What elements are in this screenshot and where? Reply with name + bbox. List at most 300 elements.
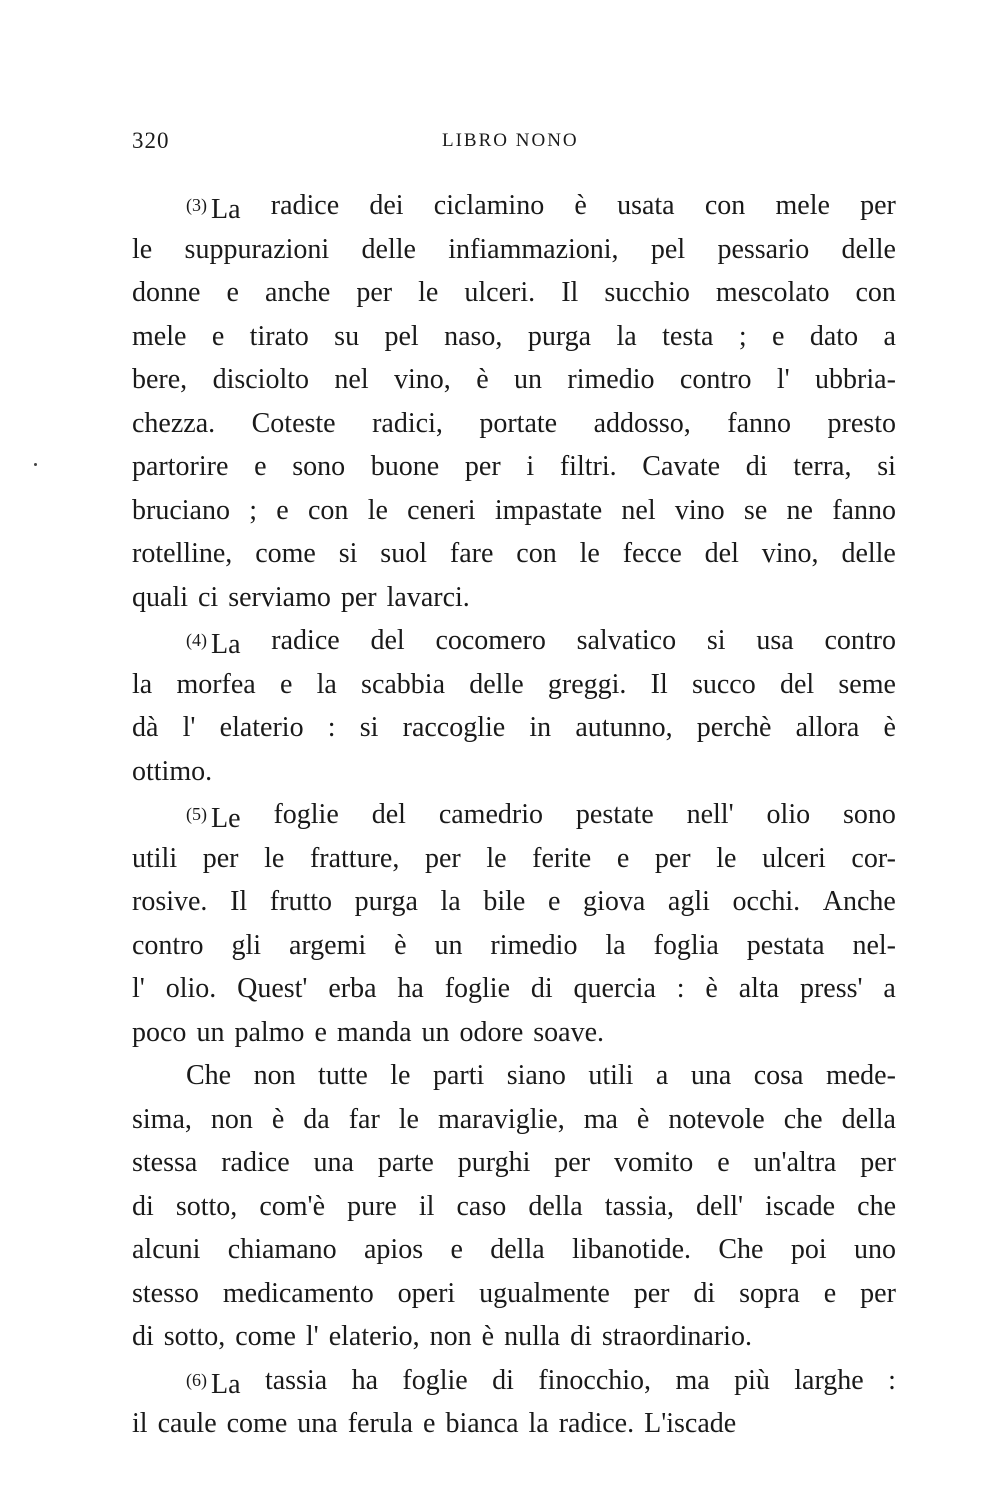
word: larghe xyxy=(794,1364,864,1396)
word: un'altra xyxy=(753,1147,837,1178)
word: e xyxy=(450,1234,463,1265)
text-line xyxy=(132,402,896,446)
word: e xyxy=(254,451,267,482)
word: : xyxy=(327,712,336,743)
text-line xyxy=(132,1098,896,1142)
word: sima, xyxy=(132,1103,192,1135)
word: seme xyxy=(838,668,896,700)
word: usa xyxy=(756,625,794,656)
word: e xyxy=(772,320,785,352)
note-marker: (6) xyxy=(186,1369,207,1390)
text-line xyxy=(132,489,896,533)
word: pestate xyxy=(575,799,654,830)
word: rotelline, xyxy=(132,538,233,569)
word: radice xyxy=(270,190,340,221)
text-line xyxy=(132,576,896,620)
word: le xyxy=(132,233,153,265)
word: della xyxy=(528,1190,583,1222)
word: delle xyxy=(841,233,896,265)
text-line xyxy=(132,1272,896,1316)
word: è xyxy=(394,929,407,961)
word: per xyxy=(356,277,393,308)
word: pel xyxy=(650,233,686,265)
word: $^{(5)}$ Le xyxy=(186,803,241,834)
word: la xyxy=(528,1408,549,1439)
word: se xyxy=(743,494,768,526)
word: e xyxy=(823,1277,837,1309)
word: delle xyxy=(469,668,524,700)
word: manda xyxy=(336,1016,412,1048)
word: portate xyxy=(479,407,558,439)
word: la xyxy=(616,320,637,352)
word: allora xyxy=(795,712,860,743)
word: apios xyxy=(363,1234,424,1265)
word: l' xyxy=(776,364,790,395)
word: agli xyxy=(667,886,710,917)
word: dato xyxy=(809,320,859,352)
word: la xyxy=(132,668,153,700)
word: succhio xyxy=(604,277,690,308)
word: la xyxy=(605,929,626,961)
word: anche xyxy=(264,277,331,308)
word: come xyxy=(235,1321,296,1352)
word: fanno xyxy=(727,407,792,439)
word: dell' xyxy=(696,1190,744,1222)
word: contro xyxy=(679,364,752,395)
word: frutto xyxy=(269,886,333,917)
word: di xyxy=(132,1321,154,1352)
word: è xyxy=(476,364,489,395)
text-line xyxy=(132,793,896,837)
word: cor- xyxy=(851,842,896,874)
word: per xyxy=(554,1147,591,1178)
word: parti xyxy=(432,1060,485,1091)
word: $^{(4)}$ La xyxy=(186,629,241,660)
word: raccoglie xyxy=(402,712,506,743)
word: : xyxy=(888,1364,896,1396)
text-line xyxy=(132,1402,896,1446)
word: della xyxy=(841,1103,896,1135)
word: per xyxy=(654,842,691,874)
word: terra, xyxy=(793,451,852,482)
word: disciolto xyxy=(212,364,310,395)
word: ci xyxy=(198,581,219,613)
word: autunno, xyxy=(575,712,673,743)
word: pessario xyxy=(717,233,810,265)
word: ulceri. xyxy=(464,277,536,308)
word: ubbria- xyxy=(815,364,896,395)
word: contro xyxy=(132,929,204,961)
running-head xyxy=(132,128,896,158)
word: sopra xyxy=(739,1277,800,1309)
word: ferite xyxy=(532,842,592,874)
word: ciclamino xyxy=(433,190,545,221)
note-marker: (4) xyxy=(186,630,207,650)
word: gli xyxy=(231,929,262,961)
word: il xyxy=(132,1408,148,1439)
word: sotto, xyxy=(175,1190,238,1222)
word: del xyxy=(371,799,406,830)
word: chezza. xyxy=(132,407,216,439)
word: una xyxy=(313,1147,354,1178)
text-line xyxy=(132,663,896,707)
text-line xyxy=(132,924,896,968)
word: delle xyxy=(841,538,896,569)
word: con xyxy=(704,190,746,221)
word: Che xyxy=(186,1060,232,1091)
word: l' xyxy=(132,973,145,1004)
word: le xyxy=(418,277,439,308)
word: per xyxy=(340,581,377,613)
word: mede- xyxy=(825,1060,896,1091)
text-line xyxy=(132,184,896,228)
word: giova xyxy=(583,886,646,917)
word: pure xyxy=(347,1190,397,1222)
word: Il xyxy=(230,886,248,917)
word: di xyxy=(570,1321,592,1352)
word: purga xyxy=(354,886,418,917)
word: iscade xyxy=(765,1190,836,1222)
word: non xyxy=(429,1321,472,1352)
word: L'iscade xyxy=(644,1408,737,1439)
word: le xyxy=(716,842,737,874)
word: buone xyxy=(370,451,440,482)
word: e xyxy=(276,494,289,526)
word: lavarci. xyxy=(386,581,470,613)
word: l' xyxy=(182,712,196,743)
word: serviamo xyxy=(228,581,331,613)
word: del xyxy=(704,538,739,569)
word: occhi. xyxy=(732,886,801,917)
text-line xyxy=(132,880,896,924)
word: nell' xyxy=(686,799,734,830)
word: di xyxy=(745,451,768,482)
word: è xyxy=(636,1103,650,1135)
word: nel xyxy=(621,494,656,526)
word: si xyxy=(338,538,358,569)
text-line xyxy=(132,1011,896,1055)
word: si xyxy=(877,451,896,482)
word: ; xyxy=(738,320,747,352)
text-line xyxy=(132,619,896,663)
word: presto xyxy=(827,407,896,439)
word: per xyxy=(464,451,501,482)
word: i xyxy=(526,451,535,482)
word: palmo xyxy=(234,1016,305,1048)
word: mele xyxy=(775,190,830,221)
text-line xyxy=(132,358,896,402)
word: addosso, xyxy=(593,407,691,439)
word: Coteste xyxy=(251,407,336,439)
text-line xyxy=(132,750,896,794)
word: infiammazioni, xyxy=(448,233,619,265)
word: perchè xyxy=(696,712,772,743)
word: poi xyxy=(790,1234,827,1265)
text-line xyxy=(132,1185,896,1229)
paragraph xyxy=(132,619,896,793)
word: Anche xyxy=(822,886,896,917)
word: : xyxy=(676,973,685,1004)
word: notevole xyxy=(668,1103,765,1135)
word: l' xyxy=(305,1321,319,1352)
word: chiamano xyxy=(227,1234,337,1265)
word: fanno xyxy=(832,494,896,526)
word: siano xyxy=(506,1060,566,1091)
text-line xyxy=(132,967,896,1011)
word: tassia xyxy=(264,1364,328,1396)
word: tutte xyxy=(318,1060,368,1091)
word: olio. xyxy=(165,973,217,1004)
word: libanotide. xyxy=(572,1234,692,1265)
word: cocomero xyxy=(435,625,546,656)
word: per xyxy=(860,190,896,221)
text-line xyxy=(132,1141,896,1185)
word: scabbia xyxy=(361,668,446,700)
word: Quest' xyxy=(237,973,308,1004)
word: foglie xyxy=(273,799,339,830)
note-marker: (3) xyxy=(186,195,207,215)
word: del xyxy=(370,625,405,656)
word: foglie xyxy=(444,973,510,1004)
word: ulceri xyxy=(762,842,826,874)
word: poco xyxy=(132,1016,187,1048)
word: le xyxy=(264,842,285,874)
word: com'è xyxy=(259,1190,326,1222)
word: finocchio, xyxy=(538,1364,652,1396)
word: per xyxy=(860,1147,896,1178)
text-line xyxy=(132,1359,896,1403)
word: mele xyxy=(132,320,187,352)
word: vino xyxy=(674,494,725,526)
word: e xyxy=(423,1408,436,1439)
word: le xyxy=(486,842,507,874)
word: con xyxy=(307,494,349,526)
word: per xyxy=(860,1277,896,1309)
word: è xyxy=(271,1103,285,1135)
word: dei xyxy=(369,190,404,221)
word: elaterio, xyxy=(328,1321,420,1352)
word: come xyxy=(226,1408,288,1439)
word: elaterio xyxy=(219,712,304,743)
word: fare xyxy=(449,538,494,569)
word: per xyxy=(424,842,461,874)
word: salvatico xyxy=(576,625,677,656)
word: Che xyxy=(718,1234,764,1265)
word: filtri. xyxy=(559,451,617,482)
word: naso, xyxy=(444,320,503,352)
word: erba xyxy=(328,973,377,1004)
paragraph xyxy=(132,1054,896,1359)
word: utili xyxy=(588,1060,634,1091)
word: alta xyxy=(738,973,780,1004)
word: più xyxy=(734,1364,770,1396)
word: straordinario. xyxy=(601,1321,752,1352)
word: bruciano xyxy=(132,494,230,526)
text-line xyxy=(132,837,896,881)
word: bere, xyxy=(132,364,188,395)
word: un xyxy=(196,1016,225,1048)
word: a xyxy=(883,973,896,1004)
word: ma xyxy=(583,1103,618,1135)
word: rimedio xyxy=(567,364,655,395)
text-line xyxy=(132,445,896,489)
word: ha xyxy=(397,973,424,1004)
word: nel- xyxy=(852,929,896,961)
word: la xyxy=(316,668,337,700)
word: un xyxy=(434,929,463,961)
scan-speck xyxy=(34,463,37,466)
word: medicamento xyxy=(222,1277,374,1309)
word: utili xyxy=(132,842,178,874)
word: che xyxy=(857,1190,896,1222)
word: quercia xyxy=(573,973,656,1004)
word: fecce xyxy=(622,538,682,569)
word: per xyxy=(633,1277,670,1309)
word: le xyxy=(390,1060,411,1091)
paragraph xyxy=(132,184,896,619)
word: pel xyxy=(384,320,419,352)
word: olio xyxy=(766,799,811,830)
word: far xyxy=(348,1103,380,1135)
word: usata xyxy=(617,190,675,221)
word: vino, xyxy=(394,364,451,395)
word: il xyxy=(418,1190,435,1222)
word: $^{(3)}$ La xyxy=(186,194,241,225)
word: foglie xyxy=(402,1364,468,1396)
word: la xyxy=(440,886,461,917)
word: fratture, xyxy=(309,842,400,874)
word: del xyxy=(779,668,815,700)
word: a xyxy=(883,320,896,352)
word: e xyxy=(314,1016,327,1048)
word: e xyxy=(279,668,293,700)
word: radice. xyxy=(558,1408,635,1439)
word: parte xyxy=(377,1147,434,1178)
word: contro xyxy=(824,625,896,656)
word: ugualmente xyxy=(479,1277,610,1309)
word: un xyxy=(421,1016,450,1048)
word: cosa xyxy=(753,1060,804,1091)
word: Cavate xyxy=(642,451,721,482)
word: partorire xyxy=(132,451,229,482)
note-marker: (5) xyxy=(186,804,207,824)
word: ma xyxy=(675,1364,710,1396)
word: caso xyxy=(456,1190,507,1222)
word: sotto, xyxy=(163,1321,226,1352)
word: con xyxy=(516,538,557,569)
word: non xyxy=(253,1060,296,1091)
word: e xyxy=(616,842,630,874)
word: rosive. xyxy=(132,886,208,917)
word: ceneri xyxy=(407,494,476,526)
word: testa xyxy=(662,320,714,352)
word: greggi. xyxy=(547,668,627,700)
word: e xyxy=(211,320,225,352)
word: di xyxy=(530,973,553,1004)
word: soave. xyxy=(533,1016,605,1048)
word: vino, xyxy=(761,538,819,569)
text-line xyxy=(132,271,896,315)
word: caule xyxy=(157,1408,217,1439)
word: purghi xyxy=(457,1147,531,1178)
word: tirato xyxy=(249,320,309,352)
running-title: LIBRO NONO xyxy=(442,130,579,151)
word: e xyxy=(717,1147,730,1178)
word: è xyxy=(481,1321,495,1352)
word: uno xyxy=(853,1234,896,1265)
page-number: 320 xyxy=(132,128,170,153)
text-line xyxy=(132,532,896,576)
word: operi xyxy=(397,1277,456,1309)
word: press' xyxy=(799,973,863,1004)
paragraph xyxy=(132,793,896,1054)
word: è xyxy=(883,712,896,743)
word: e xyxy=(226,277,239,308)
word: camedrio xyxy=(438,799,543,830)
word: tassia, xyxy=(604,1190,674,1222)
word: una xyxy=(690,1060,732,1091)
word: mescolato xyxy=(715,277,830,308)
word: ha xyxy=(351,1364,378,1396)
word: stesso xyxy=(132,1277,199,1309)
word: pestata xyxy=(746,929,825,961)
word: è xyxy=(574,190,587,221)
word: impastate xyxy=(494,494,603,526)
text-line xyxy=(132,706,896,750)
word: ; xyxy=(249,494,258,526)
word: e xyxy=(547,886,561,917)
word: di xyxy=(492,1364,514,1396)
word: argemi xyxy=(288,929,367,961)
word: una xyxy=(297,1408,338,1439)
word: radici, xyxy=(372,407,443,439)
word: come xyxy=(255,538,316,569)
word: ferula xyxy=(347,1408,413,1439)
word: odore xyxy=(459,1016,524,1048)
paragraph xyxy=(132,1359,896,1446)
word: bile xyxy=(483,886,526,917)
body-text xyxy=(132,184,896,1446)
word: di xyxy=(132,1190,154,1222)
word: della xyxy=(490,1234,545,1265)
word: Il xyxy=(561,277,579,308)
word: foglia xyxy=(653,929,719,961)
word: da xyxy=(303,1103,330,1135)
word: ne xyxy=(786,494,813,526)
text-line xyxy=(132,1054,896,1098)
word: radice xyxy=(221,1147,290,1178)
word: maraviglie, xyxy=(437,1103,565,1135)
word: suppurazioni xyxy=(184,233,330,265)
word: vomito xyxy=(613,1147,694,1178)
word: alcuni xyxy=(132,1234,201,1265)
word: su xyxy=(334,320,360,352)
word: che xyxy=(783,1103,823,1135)
word: in xyxy=(529,712,552,743)
word: ottimo. xyxy=(132,755,213,787)
word: rimedio xyxy=(490,929,578,961)
word: si xyxy=(359,712,379,743)
word: suol xyxy=(380,538,427,569)
word: un xyxy=(514,364,543,395)
text-line xyxy=(132,315,896,359)
word: quali xyxy=(132,581,188,613)
word: le xyxy=(579,538,600,569)
word: per xyxy=(202,842,239,874)
text-line xyxy=(132,1315,896,1359)
word: a xyxy=(655,1060,669,1091)
word: delle xyxy=(361,233,416,265)
